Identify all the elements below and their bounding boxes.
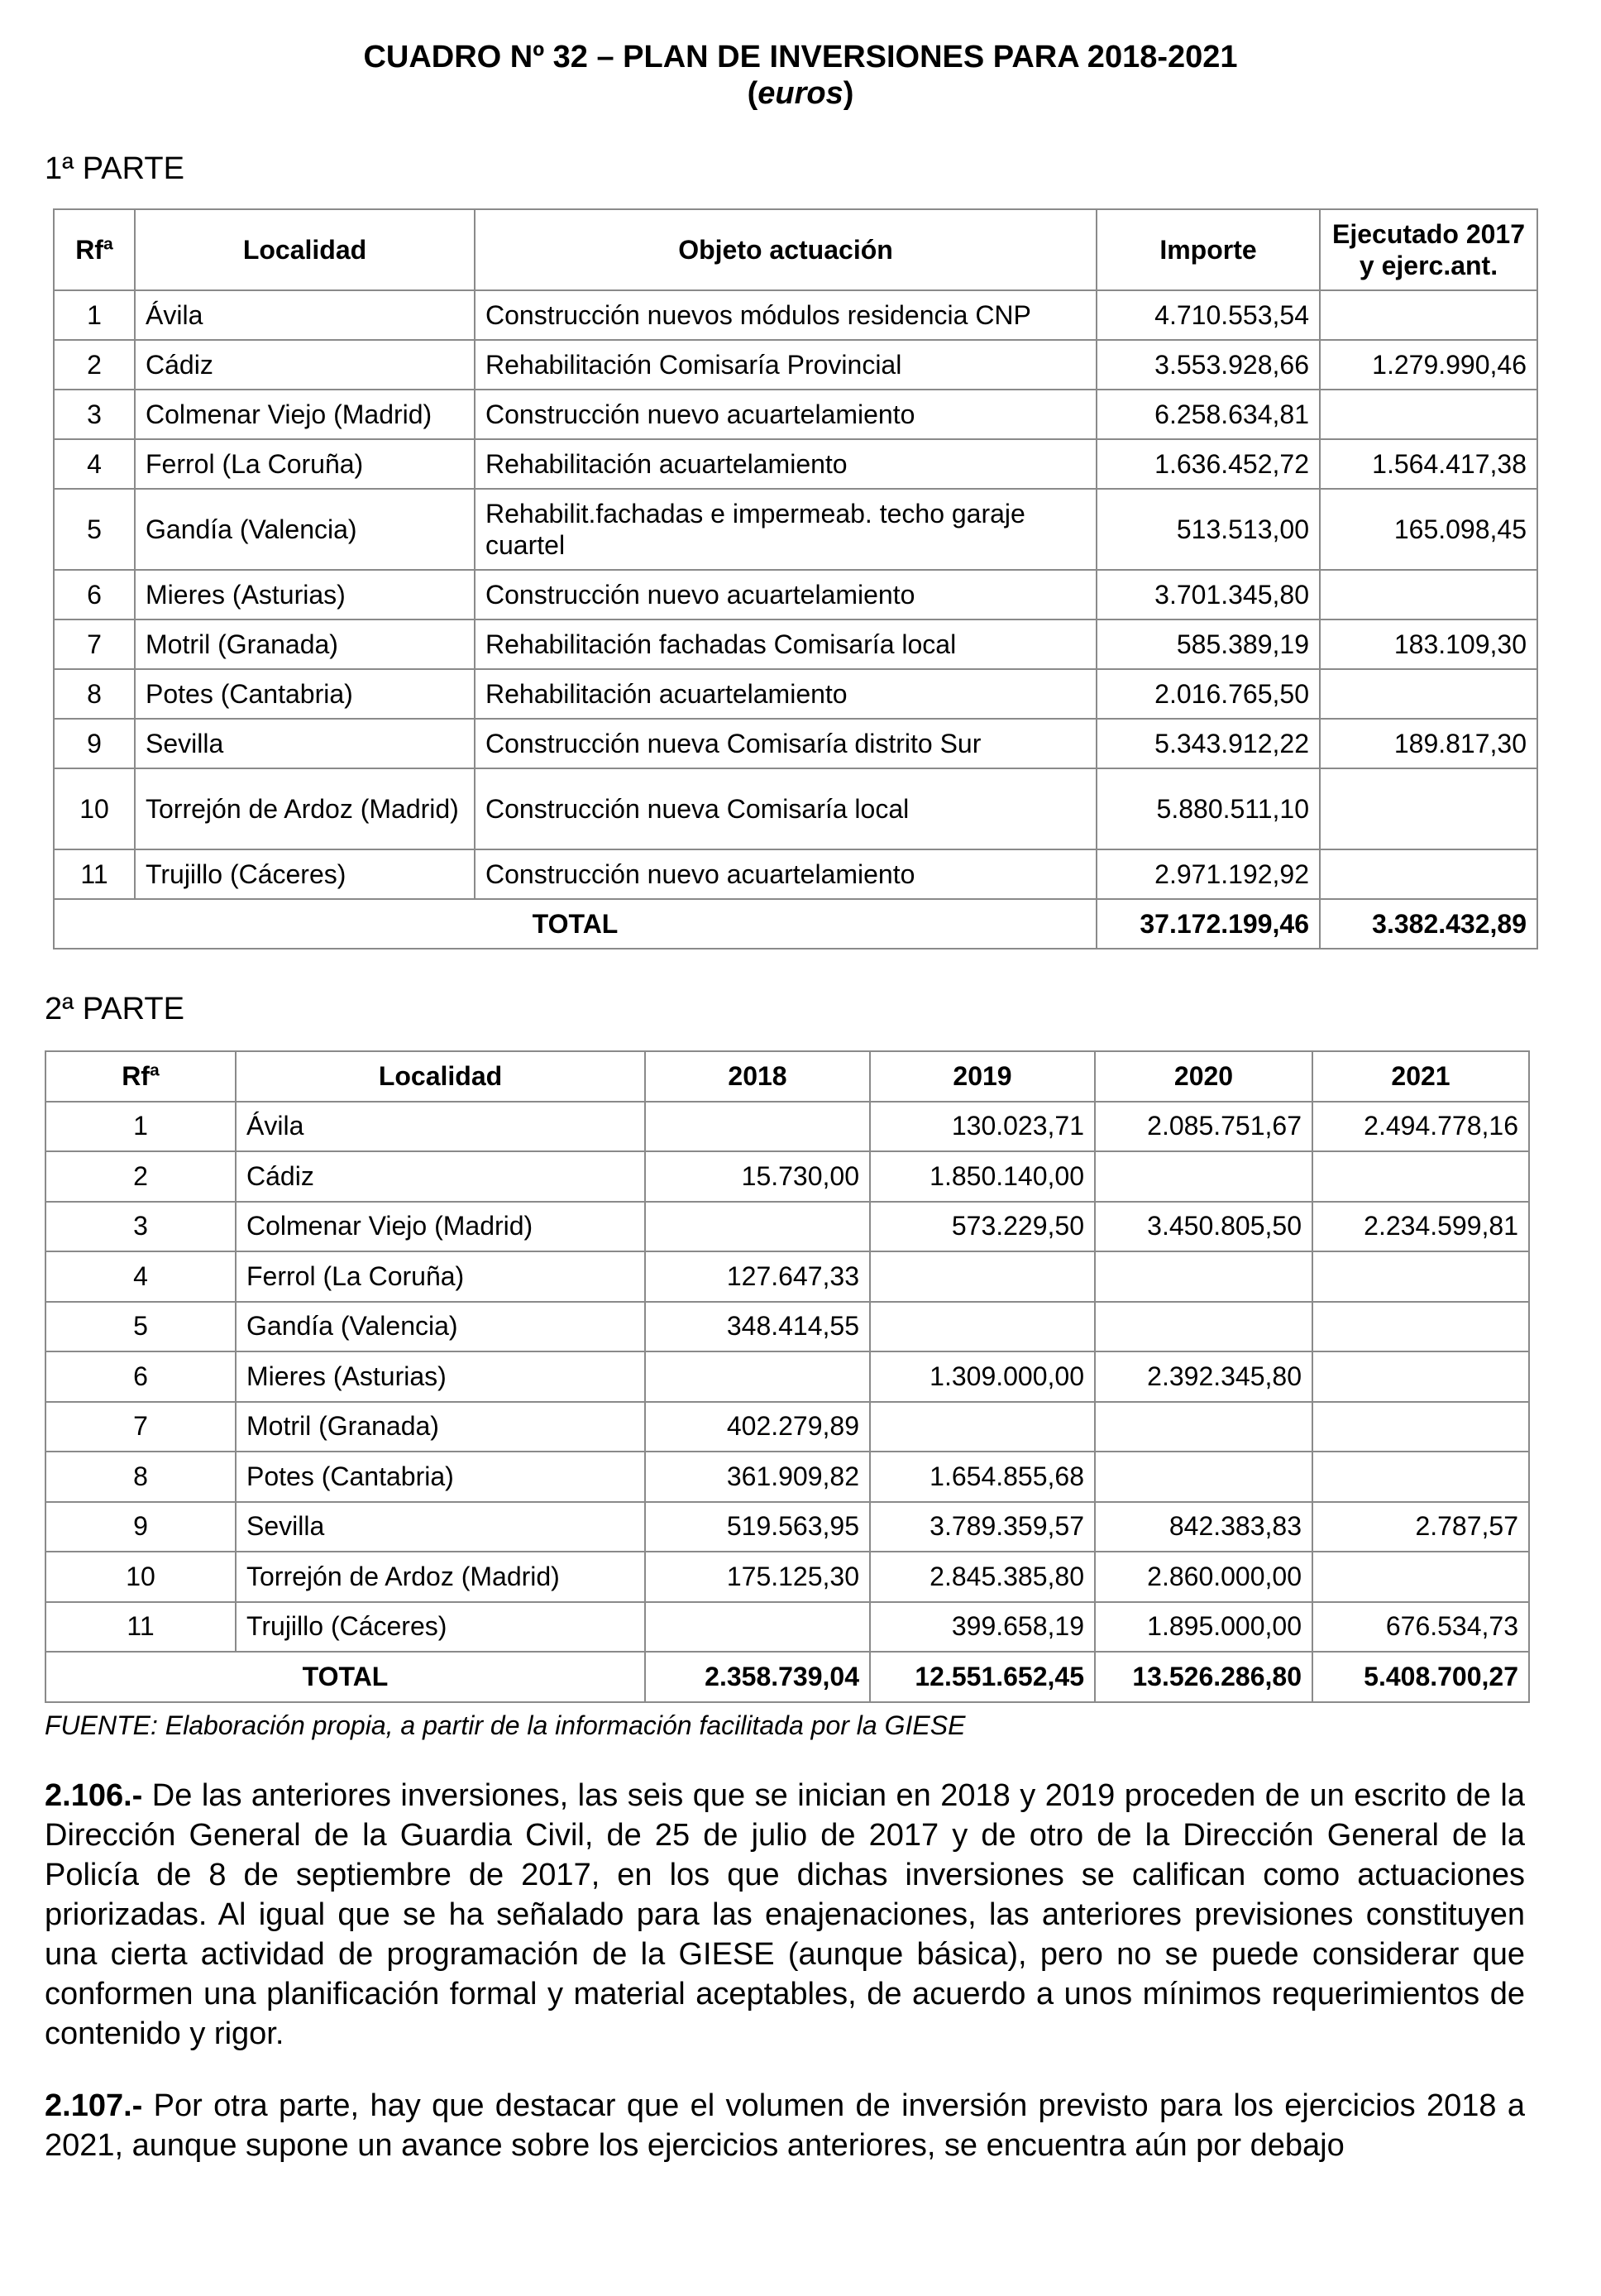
cell-2021	[1312, 1351, 1529, 1402]
cell-ejecutado: 165.098,45	[1320, 489, 1537, 570]
table-row	[54, 290, 1537, 340]
cell-rf: 10	[54, 768, 135, 849]
source-note: FUENTE: Elaboración propia, a partir de la información facilitada por la GIESE	[45, 1710, 966, 1740]
cell-rf: 2	[54, 340, 135, 390]
cell-objeto: Rehabilitación acuartelamiento	[475, 669, 1097, 719]
cell-localidad: Gandía (Valencia)	[135, 489, 475, 570]
total-label: TOTAL	[45, 1652, 645, 1702]
table-row	[45, 1602, 1529, 1653]
table-row	[45, 1302, 1529, 1352]
cell-rf: 8	[45, 1452, 236, 1502]
cell-importe: 1.636.452,72	[1097, 439, 1320, 489]
cell-2019	[870, 1402, 1095, 1452]
cell-2019	[870, 1302, 1095, 1352]
paragraph-number: 2.107.-	[45, 2088, 143, 2123]
table-row	[45, 1452, 1529, 1502]
cell-2020: 2.085.751,67	[1095, 1102, 1312, 1152]
cell-2021	[1312, 1251, 1529, 1302]
cell-localidad: Motril (Granada)	[135, 619, 475, 669]
cell-2018	[645, 1102, 870, 1152]
subtitle-close-paren: )	[843, 76, 854, 111]
cell-objeto: Rehabilitación fachadas Comisaría local	[475, 619, 1097, 669]
cell-localidad: Trujillo (Cáceres)	[236, 1602, 645, 1653]
cell-localidad: Ferrol (La Coruña)	[236, 1251, 645, 1302]
header-2018: 2018	[645, 1051, 870, 1102]
table-row	[54, 719, 1537, 768]
total-2019: 12.551.652,45	[870, 1652, 1095, 1702]
cell-localidad: Gandía (Valencia)	[236, 1302, 645, 1352]
table-row	[45, 1202, 1529, 1252]
cell-2019: 130.023,71	[870, 1102, 1095, 1152]
cell-2019: 1.654.855,68	[870, 1452, 1095, 1502]
cell-localidad: Trujillo (Cáceres)	[135, 849, 475, 899]
cell-rf: 11	[45, 1602, 236, 1653]
paragraph-text: Por otra parte, hay que destacar que el volumen de inversión previsto para los ejercicios 2018 a 2021, aunque supone un avance sobre los ejercicios anteriores, se encuentra aún por debajo	[45, 2088, 1525, 2163]
cell-ejecutado	[1320, 768, 1537, 849]
table-row	[54, 489, 1537, 570]
cell-rf: 6	[45, 1351, 236, 1402]
total-row	[45, 1652, 1529, 1702]
subtitle-open-paren: (	[747, 76, 758, 111]
part2-header-row	[45, 1051, 1529, 1102]
header-importe: Importe	[1097, 209, 1320, 290]
table-row	[45, 1502, 1529, 1552]
part2-heading: 2ª PARTE	[45, 992, 184, 1026]
cell-localidad: Colmenar Viejo (Madrid)	[135, 390, 475, 439]
cell-2020	[1095, 1251, 1312, 1302]
cell-objeto: Rehabilitación Comisaría Provincial	[475, 340, 1097, 390]
cell-2019: 2.845.385,80	[870, 1552, 1095, 1602]
table-row	[45, 1552, 1529, 1602]
cell-localidad: Potes (Cantabria)	[236, 1452, 645, 1502]
cell-objeto: Construcción nuevo acuartelamiento	[475, 849, 1097, 899]
header-ejecutado: Ejecutado 2017 y ejerc.ant.	[1320, 209, 1537, 290]
cell-localidad: Mieres (Asturias)	[236, 1351, 645, 1402]
cell-2020: 1.895.000,00	[1095, 1602, 1312, 1653]
cell-importe: 2.971.192,92	[1097, 849, 1320, 899]
cell-importe: 3.701.345,80	[1097, 570, 1320, 619]
table-row	[45, 1102, 1529, 1152]
cell-ejecutado	[1320, 290, 1537, 340]
cell-objeto: Construcción nuevo acuartelamiento	[475, 570, 1097, 619]
cell-localidad: Sevilla	[236, 1502, 645, 1552]
table-row	[54, 768, 1537, 849]
cell-objeto: Rehabilitación acuartelamiento	[475, 439, 1097, 489]
cell-2018: 15.730,00	[645, 1151, 870, 1202]
header-2020: 2020	[1095, 1051, 1312, 1102]
table-row	[54, 849, 1537, 899]
table-row	[54, 669, 1537, 719]
cell-localidad: Ferrol (La Coruña)	[135, 439, 475, 489]
table-row	[54, 390, 1537, 439]
cell-rf: 4	[45, 1251, 236, 1302]
header-rf: Rfª	[45, 1051, 236, 1102]
part1-header-row	[54, 209, 1537, 290]
cell-2021	[1312, 1452, 1529, 1502]
cell-importe: 2.016.765,50	[1097, 669, 1320, 719]
cell-ejecutado: 1.564.417,38	[1320, 439, 1537, 489]
cell-2018: 361.909,82	[645, 1452, 870, 1502]
part1-table	[53, 208, 1538, 949]
cell-rf: 6	[54, 570, 135, 619]
paragraph-number: 2.106.-	[45, 1778, 143, 1813]
cell-rf: 5	[45, 1302, 236, 1352]
cell-2019: 1.850.140,00	[870, 1151, 1095, 1202]
cell-rf: 3	[45, 1202, 236, 1252]
cell-rf: 8	[54, 669, 135, 719]
cell-localidad: Ávila	[236, 1102, 645, 1152]
part2-table	[45, 1050, 1530, 1703]
cell-2021: 676.534,73	[1312, 1602, 1529, 1653]
cell-2019: 573.229,50	[870, 1202, 1095, 1252]
header-2019: 2019	[870, 1051, 1095, 1102]
header-localidad: Localidad	[236, 1051, 645, 1102]
cell-2019: 3.789.359,57	[870, 1502, 1095, 1552]
cell-2020: 842.383,83	[1095, 1502, 1312, 1552]
subtitle-units: euros	[757, 76, 844, 111]
cell-2020	[1095, 1452, 1312, 1502]
document-subtitle	[0, 74, 1601, 112]
cell-ejecutado	[1320, 849, 1537, 899]
table-row	[45, 1251, 1529, 1302]
cell-ejecutado: 1.279.990,46	[1320, 340, 1537, 390]
cell-importe: 513.513,00	[1097, 489, 1320, 570]
paragraph-2-106	[45, 1776, 1525, 2054]
cell-2018	[645, 1351, 870, 1402]
cell-localidad: Mieres (Asturias)	[135, 570, 475, 619]
cell-localidad: Potes (Cantabria)	[135, 669, 475, 719]
header-rf: Rfª	[54, 209, 135, 290]
cell-importe: 5.343.912,22	[1097, 719, 1320, 768]
cell-2018: 175.125,30	[645, 1552, 870, 1602]
cell-2018: 402.279,89	[645, 1402, 870, 1452]
cell-rf: 10	[45, 1552, 236, 1602]
header-2021: 2021	[1312, 1051, 1529, 1102]
cell-localidad: Torrejón de Ardoz (Madrid)	[236, 1552, 645, 1602]
table-row	[45, 1351, 1529, 1402]
cell-2021	[1312, 1402, 1529, 1452]
cell-localidad: Motril (Granada)	[236, 1402, 645, 1452]
cell-2021	[1312, 1552, 1529, 1602]
cell-objeto: Construcción nueva Comisaría local	[475, 768, 1097, 849]
cell-importe: 3.553.928,66	[1097, 340, 1320, 390]
cell-2020	[1095, 1302, 1312, 1352]
table-row	[54, 570, 1537, 619]
total-ejecutado: 3.382.432,89	[1320, 899, 1537, 949]
part1-heading: 1ª PARTE	[45, 151, 184, 186]
cell-localidad: Cádiz	[135, 340, 475, 390]
cell-importe: 6.258.634,81	[1097, 390, 1320, 439]
total-2018: 2.358.739,04	[645, 1652, 870, 1702]
cell-importe: 4.710.553,54	[1097, 290, 1320, 340]
cell-rf: 7	[54, 619, 135, 669]
total-label: TOTAL	[54, 899, 1097, 949]
cell-ejecutado	[1320, 669, 1537, 719]
cell-rf: 1	[54, 290, 135, 340]
cell-ejecutado	[1320, 390, 1537, 439]
cell-2021	[1312, 1151, 1529, 1202]
cell-importe: 585.389,19	[1097, 619, 1320, 669]
cell-objeto: Construcción nuevos módulos residencia CNP	[475, 290, 1097, 340]
table-row	[54, 619, 1537, 669]
cell-ejecutado: 189.817,30	[1320, 719, 1537, 768]
cell-rf: 2	[45, 1151, 236, 1202]
total-2021: 5.408.700,27	[1312, 1652, 1529, 1702]
cell-2020: 2.392.345,80	[1095, 1351, 1312, 1402]
table-row	[54, 439, 1537, 489]
paragraph-2-107	[45, 2086, 1525, 2165]
cell-2018	[645, 1602, 870, 1653]
cell-2021: 2.787,57	[1312, 1502, 1529, 1552]
cell-ejecutado	[1320, 570, 1537, 619]
cell-localidad: Colmenar Viejo (Madrid)	[236, 1202, 645, 1252]
cell-2019: 399.658,19	[870, 1602, 1095, 1653]
table-row	[45, 1151, 1529, 1202]
total-importe: 37.172.199,46	[1097, 899, 1320, 949]
cell-rf: 5	[54, 489, 135, 570]
total-2020: 13.526.286,80	[1095, 1652, 1312, 1702]
cell-rf: 11	[54, 849, 135, 899]
cell-2020: 3.450.805,50	[1095, 1202, 1312, 1252]
document-title: CUADRO Nº 32 – PLAN DE INVERSIONES PARA 2018-2021	[363, 40, 1238, 74]
cell-objeto: Rehabilit.fachadas e impermeab. techo garaje cuartel	[475, 489, 1097, 570]
cell-rf: 7	[45, 1402, 236, 1452]
table-row	[45, 1402, 1529, 1452]
paragraph-text: De las anteriores inversiones, las seis que se inician en 2018 y 2019 proceden de un escrito de la Dirección General de la Guardia Civil, de 25 de julio de 2017 y de otro de la Dirección General de la Policía de 8 de septiembre de 2017, en los que dichas inversiones se califican como actuaciones priorizadas. Al igual que se ha señalado para las enajenaciones, las anteriores previsiones constituyen una cierta actividad de programación de la GIESE (aunque básica), pero no se puede considerar que conformen una planificación formal y material aceptables, de acuerdo a unos mínimos requerimientos de contenido y rigor.	[45, 1778, 1525, 2051]
cell-localidad: Ávila	[135, 290, 475, 340]
cell-2019: 1.309.000,00	[870, 1351, 1095, 1402]
cell-ejecutado: 183.109,30	[1320, 619, 1537, 669]
cell-2019	[870, 1251, 1095, 1302]
cell-rf: 1	[45, 1102, 236, 1152]
header-localidad: Localidad	[135, 209, 475, 290]
cell-rf: 3	[54, 390, 135, 439]
cell-2018	[645, 1202, 870, 1252]
cell-2021	[1312, 1302, 1529, 1352]
cell-localidad: Sevilla	[135, 719, 475, 768]
cell-2021: 2.234.599,81	[1312, 1202, 1529, 1252]
table-row	[54, 340, 1537, 390]
header-objeto: Objeto actuación	[475, 209, 1097, 290]
cell-2020: 2.860.000,00	[1095, 1552, 1312, 1602]
cell-objeto: Construcción nuevo acuartelamiento	[475, 390, 1097, 439]
cell-objeto: Construcción nueva Comisaría distrito Sur	[475, 719, 1097, 768]
cell-localidad: Cádiz	[236, 1151, 645, 1202]
cell-2020	[1095, 1402, 1312, 1452]
cell-importe: 5.880.511,10	[1097, 768, 1320, 849]
cell-2018: 127.647,33	[645, 1251, 870, 1302]
cell-2021: 2.494.778,16	[1312, 1102, 1529, 1152]
cell-2020	[1095, 1151, 1312, 1202]
cell-rf: 9	[45, 1502, 236, 1552]
cell-rf: 9	[54, 719, 135, 768]
cell-2018: 519.563,95	[645, 1502, 870, 1552]
cell-2018: 348.414,55	[645, 1302, 870, 1352]
total-row	[54, 899, 1537, 949]
cell-rf: 4	[54, 439, 135, 489]
cell-localidad: Torrejón de Ardoz (Madrid)	[135, 768, 475, 849]
